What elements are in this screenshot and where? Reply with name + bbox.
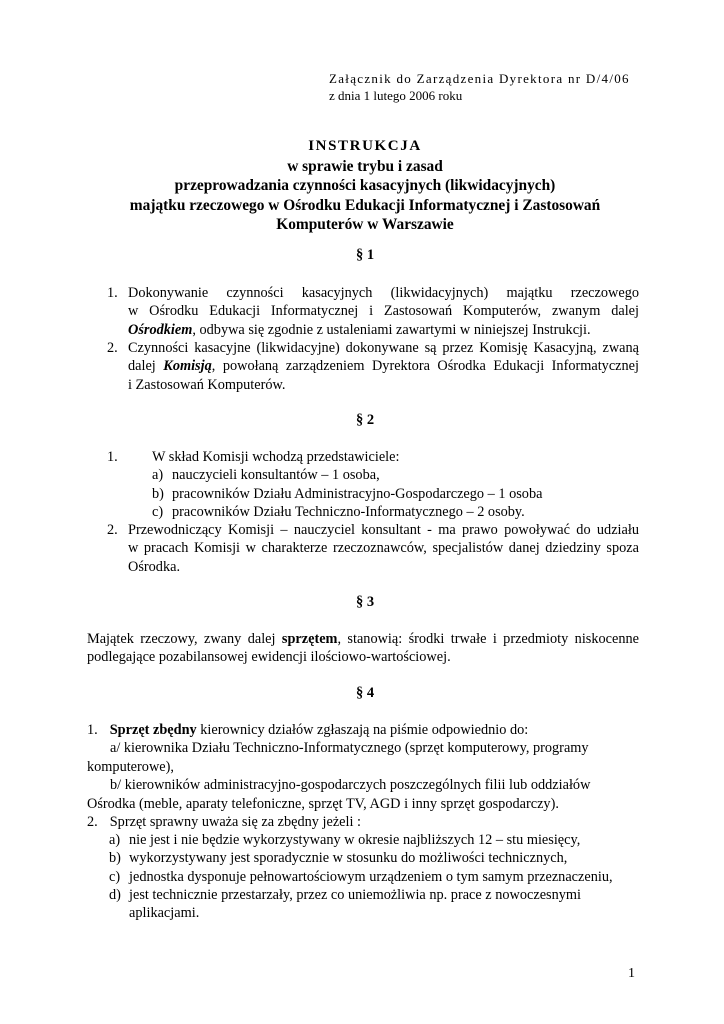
s1-point-1 bbox=[87, 284, 639, 339]
title-line-1: INSTRUKCJA bbox=[308, 138, 422, 154]
section-heading-4: § 4 bbox=[355, 685, 375, 701]
s2-list-item-b: b) pracowników Działu Administracyjno-Gospodarczego – 1 osoba bbox=[152, 486, 543, 502]
s2-p2-line-1: Przewodniczący Komisji – nauczyciel konsultant - ma prawo powoływać do udziału bbox=[128, 522, 639, 538]
s4-list-item-c: c) jednostka dysponuje pełnowartościowym urządzeniem o tym samym przeznaczeniu, bbox=[109, 869, 613, 885]
attachment-header bbox=[329, 70, 630, 104]
s4-p2-intro-line: 2. Sprzęt sprawny uważa się za zbędny jeżeli : bbox=[87, 814, 362, 831]
s3-paragraph bbox=[87, 630, 639, 667]
s3-bold-term: sprzętem bbox=[281, 631, 338, 647]
s1-p2-line-2: dalej Komisją, powołaną zarządzeniem Dyrektora Ośrodka Edukacji Informatycznej bbox=[128, 358, 639, 375]
s2-p2-line-2: w pracach Komisji w charakterze rzeczoznawców, specjalistów danej dziedziny spoza bbox=[128, 540, 639, 557]
s4-list-item-b: b) wykorzystywany jest sporadycznie w stosunku do możliwości technicznych, bbox=[109, 850, 568, 866]
section-heading-3: § 3 bbox=[355, 594, 375, 610]
s1-point-1-number: 1. bbox=[107, 285, 118, 301]
title-line-4: majątku rzeczowego w Ośrodku Edukacji Informatycznej i Zastosowań bbox=[129, 196, 601, 214]
s4-list-item-d: d) jest technicznie przestarzały, przez co uniemożliwia np. prace z nowoczesnymi bbox=[109, 887, 581, 903]
s4-p1-line-1: 1. Sprzęt zbędny kierownicy działów zgłaszają na piśmie odpowiednio do: bbox=[87, 722, 529, 738]
s2-point-1-number: 1. bbox=[107, 449, 118, 465]
s4-point-2-number: 2. bbox=[87, 814, 98, 831]
s2-point-2-number: 2. bbox=[107, 522, 118, 538]
s1-p1-line-1: Dokonywanie czynności kasacyjnych (likwidacyjnych) majątku rzeczowego bbox=[128, 285, 639, 301]
s4-p1-a-line-1: a/ kierownika Działu Techniczno-Informatycznego (sprzęt komputerowy, programy bbox=[110, 740, 589, 757]
s4-p1-b-line-1: b/ kierowników administracyjno-gospodarczych poszczególnych filii lub oddziałów bbox=[110, 777, 591, 794]
s4-list-item-a: a) nie jest i nie będzie wykorzystywany w okresie najbliższych 12 – stu miesięcy, bbox=[109, 832, 581, 848]
s2-p2-line-3: Ośrodka. bbox=[128, 558, 181, 575]
section-heading-2: § 2 bbox=[355, 412, 375, 428]
s2-point-1 bbox=[87, 448, 639, 466]
s4-p1-bold-term: Sprzęt zbędny bbox=[109, 722, 197, 738]
s2-list-item-c: c) pracowników Działu Techniczno-Informatycznego – 2 osoby. bbox=[152, 504, 525, 520]
s1-p2-line-3: i Zastosowań Komputerów. bbox=[128, 376, 286, 393]
s1-point-2 bbox=[87, 339, 639, 394]
document-title bbox=[80, 137, 650, 235]
s2-list-item-a: a) nauczycieli konsultantów – 1 osoba, bbox=[152, 467, 380, 483]
header-line-2: z dnia 1 lutego 2006 roku bbox=[329, 88, 463, 103]
s1-p1-line-2: w Ośrodku Edukacji Informatycznej i Zastosowań Komputerów, zwanym dalej bbox=[128, 303, 639, 320]
s4-point-1 bbox=[87, 721, 639, 831]
title-line-2: w sprawie trybu i zasad bbox=[287, 157, 443, 175]
s1-p2-emphasis: Komisją bbox=[163, 358, 212, 375]
header-line-1: Załącznik do Zarządzenia Dyrektora nr D/4/06 bbox=[329, 71, 630, 86]
s1-point-2-number: 2. bbox=[107, 340, 118, 356]
page-number: 1 bbox=[628, 966, 635, 981]
section-heading-1: § 1 bbox=[355, 247, 375, 263]
s2-point-2 bbox=[87, 521, 639, 576]
s4-point-1-number: 1. bbox=[87, 722, 98, 738]
s4-p1-b-line-2: Ośrodka (meble, aparaty telefoniczne, sprzęt TV, AGD i inny sprzęt gospodarczy). bbox=[87, 795, 559, 812]
title-line-3: przeprowadzania czynności kasacyjnych (likwidacyjnych) bbox=[174, 177, 556, 194]
s1-p1-line-3: Ośrodkiem, odbywa się zgodnie z ustaleniami zawartymi w niniejszej Instrukcji. bbox=[128, 321, 591, 338]
title-line-5: Komputerów w Warszawie bbox=[276, 216, 454, 233]
s4-p1-a-line-2: komputerowe), bbox=[87, 758, 174, 775]
s3-line-1: Majątek rzeczowy, zwany dalej sprzętem, stanowią: środki trwałe i przedmioty niskocenne bbox=[87, 631, 639, 647]
s1-p2-line-1: Czynności kasacyjne (likwidacyjne) dokonywane są przez Komisję Kasacyjną, zwaną bbox=[128, 340, 639, 356]
s3-line-2: podlegające pozabilansowej ewidencji ilościowo-wartościowej. bbox=[87, 649, 451, 666]
s1-p1-emphasis: Ośrodkiem bbox=[128, 321, 193, 338]
s2-p1-intro: W skład Komisji wchodzą przedstawiciele: bbox=[152, 449, 400, 465]
s4-list-item-d-continuation: aplikacjami. bbox=[129, 905, 200, 921]
